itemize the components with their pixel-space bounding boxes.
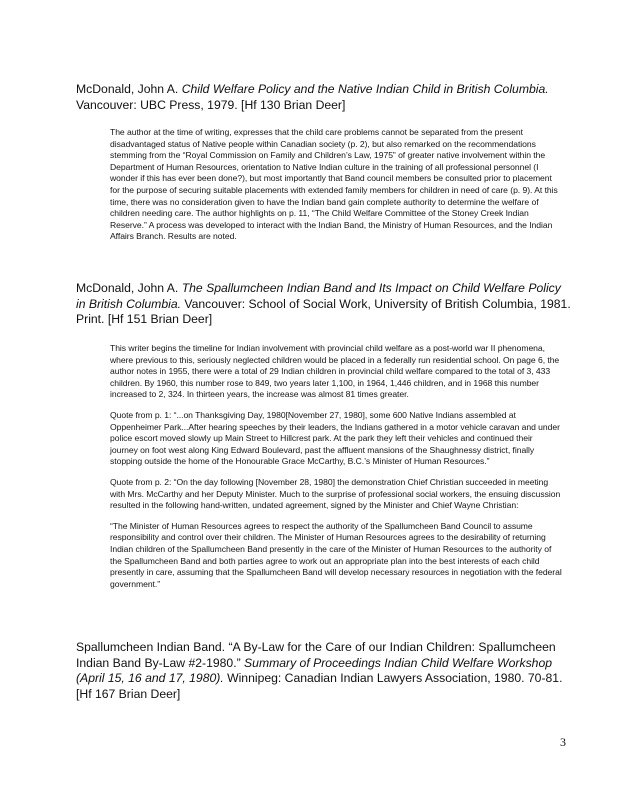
abstract-entry-1 [110,127,562,252]
citation-title: The Spallumcheen Indian Band and Its Impact on Child Welfare Policy in British Columbia. [76,281,561,311]
citation-publication: Winnipeg: Canadian Indian Lawyers Association, 1980. 70-81. [Hf 167 Brian Deer] [76,671,563,701]
citation-author: Spallumcheen Indian Band. “A By-Law for the Care of our Indian Children: Spallumcheen Indian Band By-Law #2-1980.” [76,640,556,670]
citation-title: Child Welfare Policy and the Native Indian Child in British Columbia. [181,82,549,96]
citation-entry-3 [76,640,572,702]
citation-entry-1 [76,82,572,113]
abstract-entry-2 [110,343,562,599]
abstract-paragraph: This writer begins the timeline for Indian involvement with provincial child welfare as a post-world war II phenomena, where previous to this, seriously neglected children would be placed in a federally run residential school. On page 6, the author notes in 1955, there were a total of 29 Indian children in provincial child welfare compared to the total of 3, 433 children. By 1960, this number rose to 849, two years later 1,100, in 1964, 1,446 children, and in 1968 this number increased to 2, 324. In thirteen years, the increase was almost 81 times greater. [110,343,560,400]
page-number: 3 [560,735,566,749]
quote-paragraph: Quote from p. 2: “On the day following [November 28, 1980] the demonstration Chief Christian succeeded in meeting with Mrs. McCarthy and her Deputy Minister. Much to the surprise of professional social workers, the ensuing discussion resulted in the following hand-written, undated agreement, signed by the Minister and Chief Wayne Christian: [110,476,561,511]
citation-title: Summary of Proceedings Indian Child Welfare Workshop (April 15, 16 and 17, 1980). [76,655,553,685]
citation-entry-2 [76,281,572,328]
citation-author: McDonald, John A. [76,82,182,96]
agreement-quote: “The Minister of Human Resources agrees to respect the authority of the Spallumcheen Band Council to assume responsibility and control over their children. The Minister of Human Resources agrees to the desirability of returning Indian children of the Spallumcheen Band presently in the care of the Minister of Human Resources to the authority of the Spallumcheen Band and both parties agree to work out an appropriate plan into the best interests of each child presently in care, assuming that the Spallumcheen Band will develop necessary resources in negotiation with the federal government.” [110,520,562,589]
citation-publication: Vancouver: School of Social Work, University of British Columbia, 1981. Print. [Hf 151 Brian Deer] [76,296,571,326]
citation-author: McDonald, John A. [76,281,182,295]
quote-paragraph: Quote from p. 1: “...on Thanksgiving Day, 1980[November 27, 1980], some 600 Native Indians assembled at Oppenheimer Park...After hearing speeches by their leaders, the Indians gathered in a motor vehicle caravan and under police escort moved slowly up Main Street to Hillcrest park. At the park they left their vehicles and continued their journey on foot west along King Edward Boulevard, past the affluent mansions of the Shaughnessy district, finally stopping outside the home of the Honourable Grace McCarthy, B.C.’s Minister of Human Resources.” [110,409,560,467]
citation-publication: Vancouver: UBC Press, 1979. [Hf 130 Brian Deer] [76,97,346,112]
abstract-paragraph: The author at the time of writing, expresses that the child care problems cannot be separated from the present disadvantaged status of Native people within Canadian society (p. 2), but also remarked on the recommendations stemming from the “Royal Commission on Family and Children’s Law, 1975” of greater native involvement within the Department of Human Resources, orientation to Native Indian culture in the training of all professional personnel (I wonder if this has ever been done?), but most importantly that Band council members be consulted prior to placement for the purpose of securing suitable placements with extended family members for children in need of care (p. 9). At this time, there was no consideration given to have the Indian band gain complete authority to determine the welfare of children needing care. The author highlights on p. 11, “The Child Welfare Committee of the Stoney Creek Indian Reserve.” A process was developed to interact with the Indian Band, the Ministry of Human Resources, and the Indian Affairs Branch. Results are noted. [110,127,558,242]
